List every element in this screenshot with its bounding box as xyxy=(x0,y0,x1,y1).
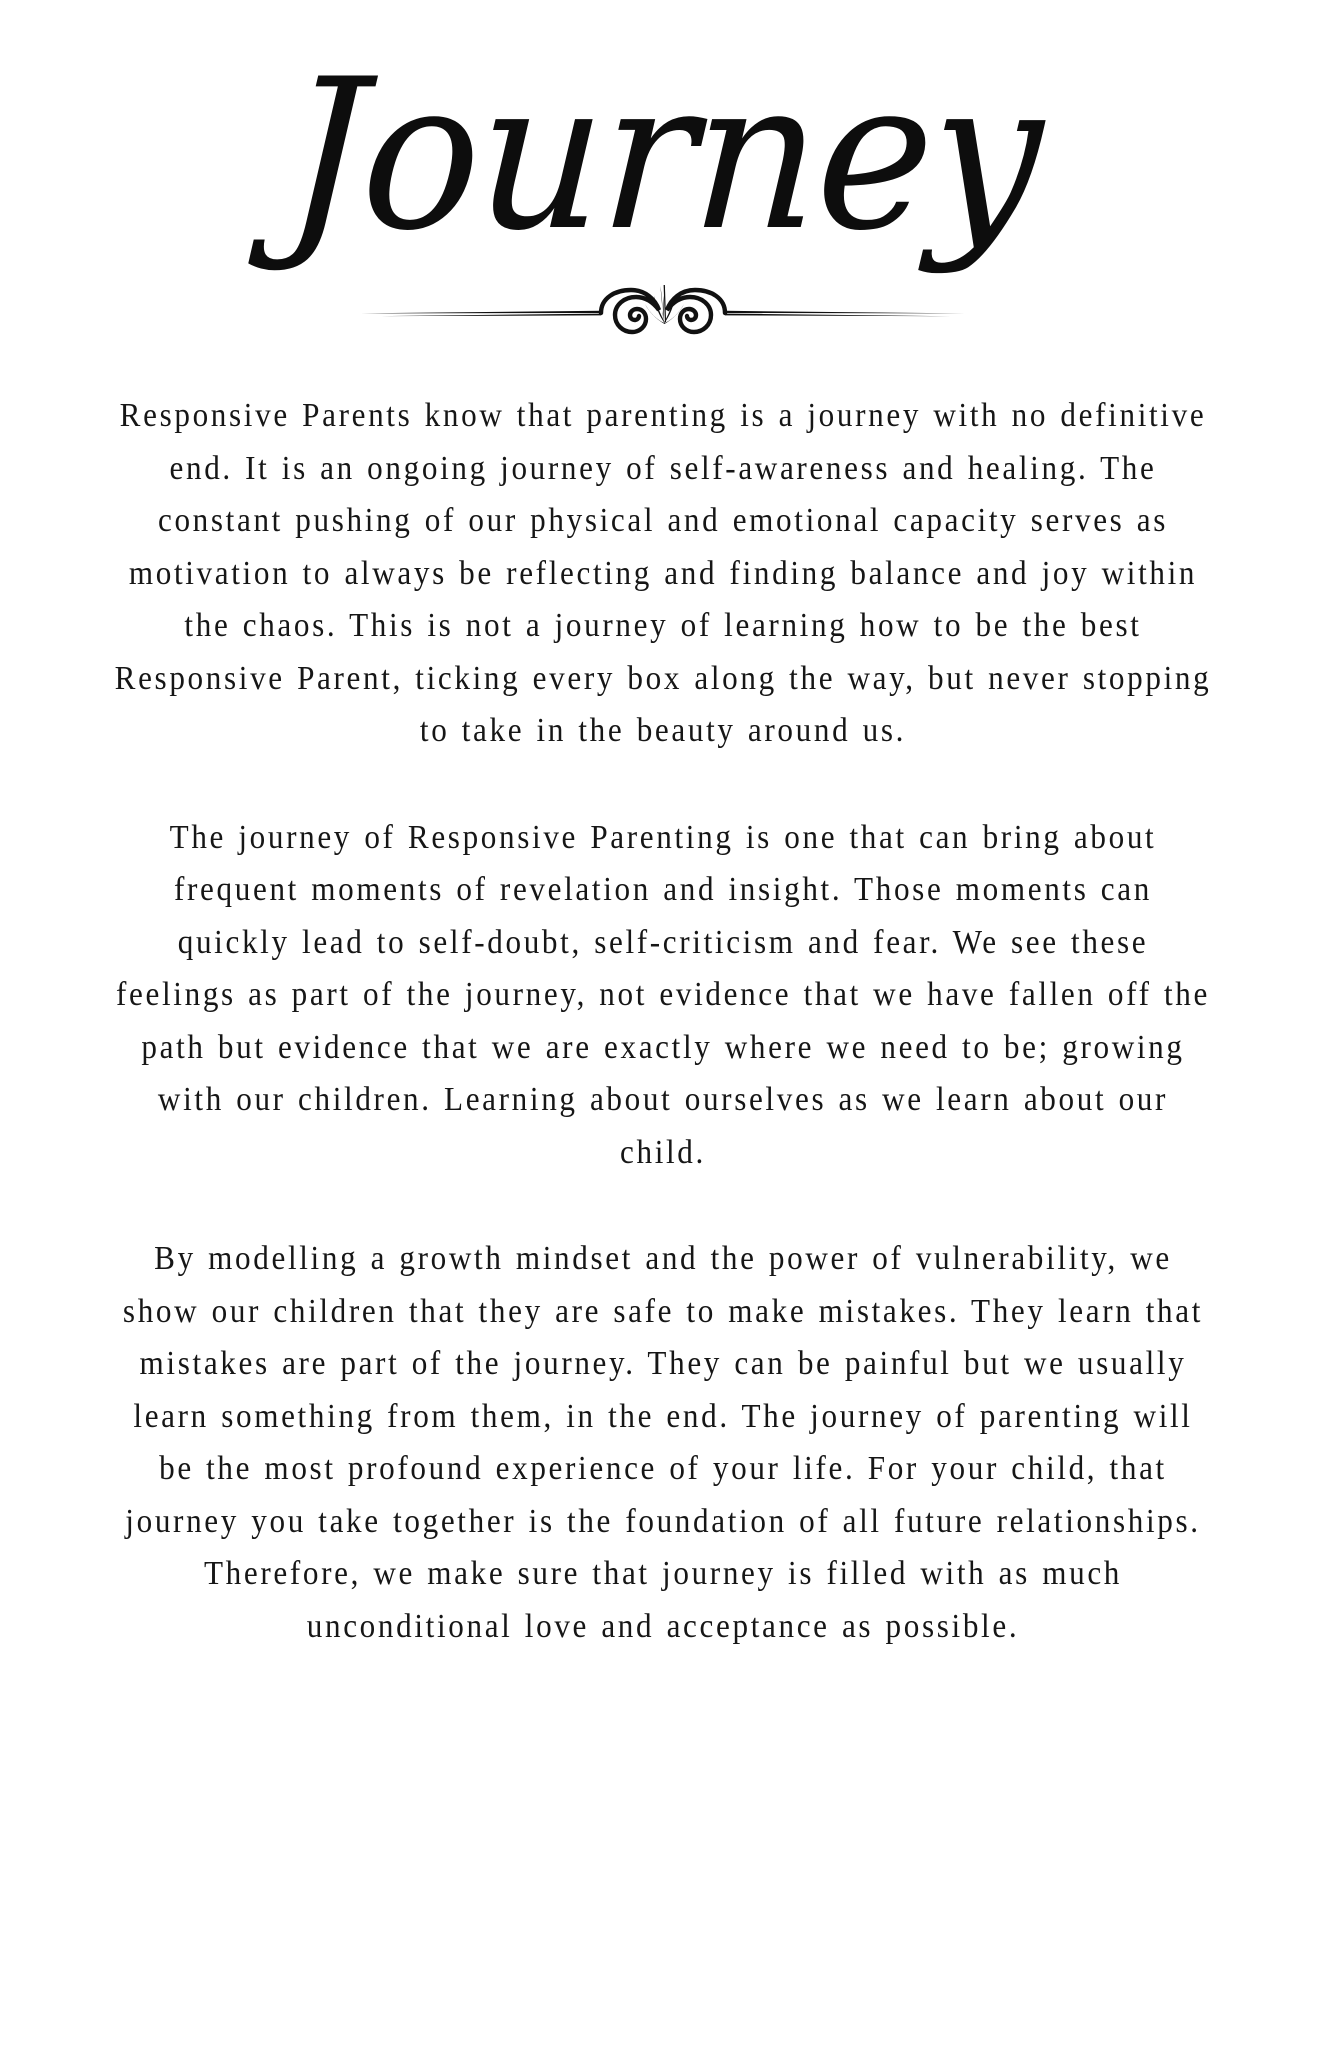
ornamental-flourish-divider xyxy=(353,282,973,342)
paragraph-1: Responsive Parents know that parenting is a journey with no definitive end. It is an ongoing journey of self-awareness and healing. The constant pushing of our physical and emotional capacity serves as motivation to always be reflecting and finding balance and joy within the chaos. This is not a journey of learning how to be the best Responsive Parent, ticking every box along the way, but never stopping to take in the beauty around us. xyxy=(114,397,1212,749)
title-block xyxy=(0,0,1326,277)
body-copy xyxy=(73,390,1253,1653)
paragraph-2: The journey of Responsive Parenting is one that can bring about frequent moments of revelation and insight. Those moments can quickly lead to self-doubt, self-criticism and fear. We see these feelings as part of the journey, not evidence that we have fallen off the path but evidence that we are exactly where we need to be; growing with our children. Learning about ourselves as we learn about our child. xyxy=(116,818,1210,1171)
paragraph-3: By modelling a growth mindset and the power of vulnerability, we show our children that they are safe to make mistakes. They learn that mistakes are part of the journey. They can be painful but we usually learn something from them, in the end. The journey of parenting will be the most profound experience of your life. For your child, that journey you take together is the foundation of all future relationships. Therefore, we make sure that journey is filled with as much unconditional love and acceptance as possible. xyxy=(122,1240,1204,1645)
page-title: Journey xyxy=(280,35,1046,277)
